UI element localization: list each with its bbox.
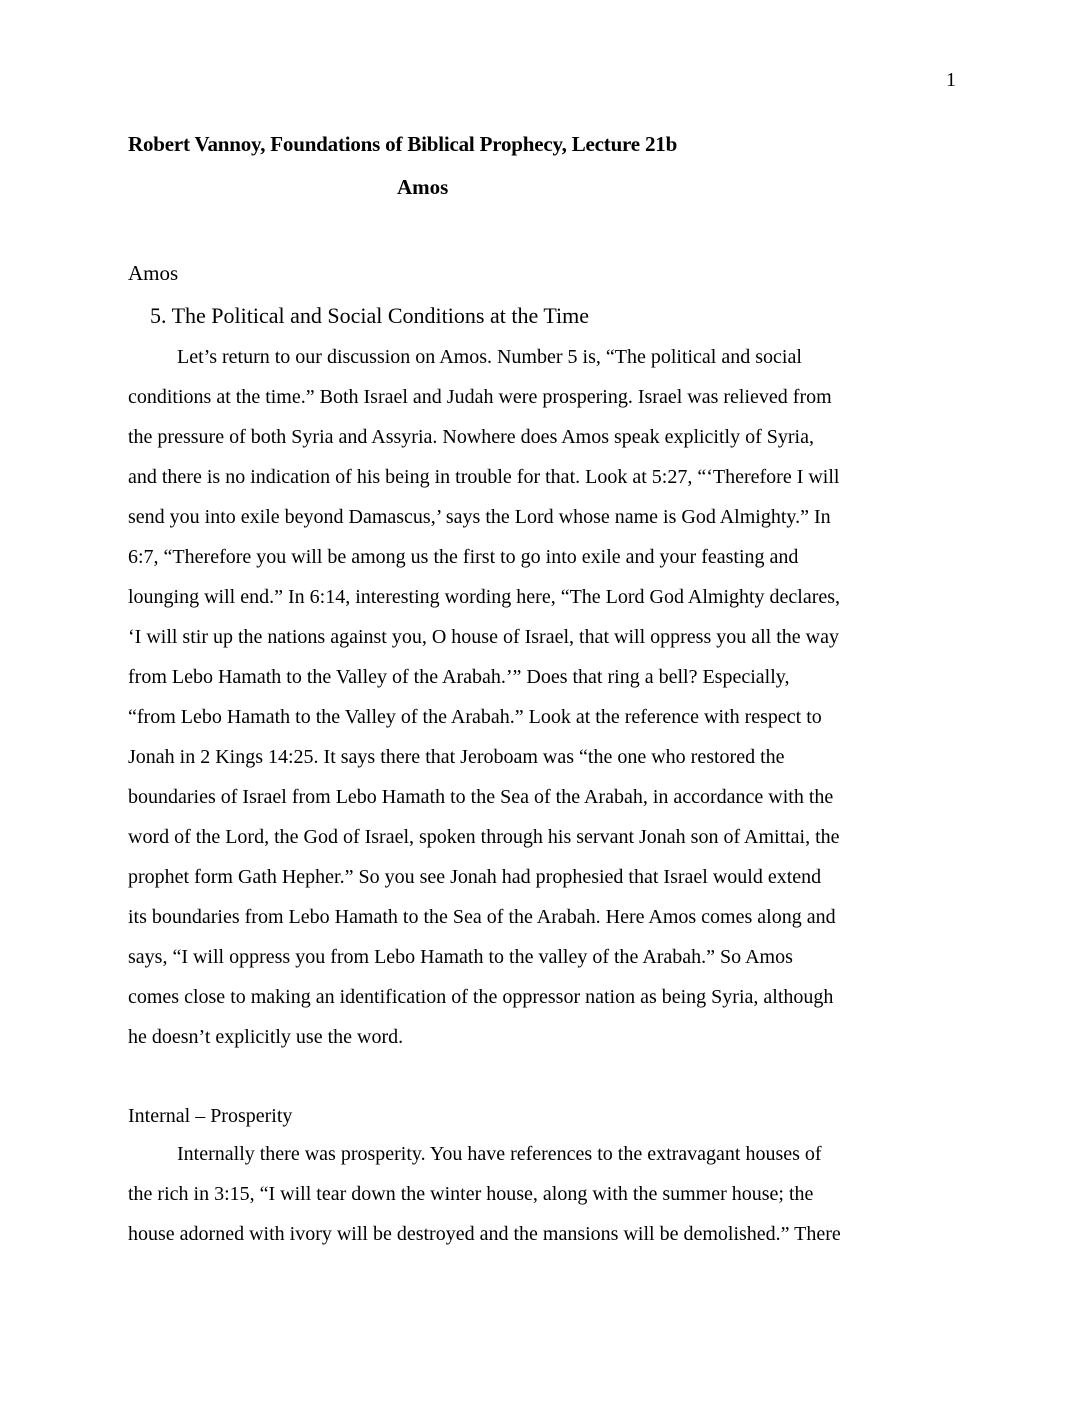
- internal-heading: Internal – Prosperity: [128, 1105, 293, 1127]
- paragraph-line: the pressure of both Syria and Assyria. Nowhere does Amos speak explicitly of Syria,: [128, 426, 814, 448]
- paragraph-line: its boundaries from Lebo Hamath to the Sea of the Arabah. Here Amos comes along and: [128, 906, 836, 928]
- subsection-heading: 5. The Political and Social Conditions at the Time: [150, 303, 589, 328]
- paragraph-line: and there is no indication of his being in trouble for that. Look at 5:27, “‘Therefore I will: [128, 466, 840, 488]
- paragraph-line: lounging will end.” In 6:14, interesting wording here, “The Lord God Almighty declares,: [128, 586, 841, 608]
- document-subtitle: Amos: [397, 175, 449, 199]
- paragraph-line: Jonah in 2 Kings 14:25. It says there that Jeroboam was “the one who restored the: [128, 746, 785, 768]
- paragraph-internal-prosperity: [128, 1134, 968, 1254]
- paragraph-line: conditions at the time.” Both Israel and Judah were prospering. Israel was relieved from: [128, 386, 832, 408]
- paragraph-line: the rich in 3:15, “I will tear down the winter house, along with the summer house; the: [128, 1183, 814, 1205]
- page-number: 1: [946, 69, 956, 91]
- paragraph-line: ‘I will stir up the nations against you, O house of Israel, that will oppress you all the way: [128, 626, 839, 648]
- paragraph-line: prophet form Gath Hepher.” So you see Jonah had prophesied that Israel would extend: [128, 866, 822, 888]
- paragraph-line: says, “I will oppress you from Lebo Hamath to the valley of the Arabah.” So Amos: [128, 946, 793, 968]
- paragraph-line: boundaries of Israel from Lebo Hamath to the Sea of the Arabah, in accordance with the: [128, 786, 834, 808]
- paragraph-line: Internally there was prosperity. You have references to the extravagant houses of: [177, 1143, 822, 1165]
- paragraph-line: comes close to making an identification of the oppressor nation as being Syria, although: [128, 986, 834, 1008]
- paragraph-line: “from Lebo Hamath to the Valley of the Arabah.” Look at the reference with respect to: [128, 706, 822, 728]
- paragraph-line: word of the Lord, the God of Israel, spoken through his servant Jonah son of Amittai, the: [128, 826, 840, 848]
- document-title: Robert Vannoy, Foundations of Biblical Prophecy, Lecture 21b: [128, 132, 678, 156]
- paragraph-line: send you into exile beyond Damascus,’ says the Lord whose name is God Almighty.” In: [128, 506, 831, 528]
- paragraph-line: 6:7, “Therefore you will be among us the first to go into exile and your feasting and: [128, 546, 799, 568]
- paragraph-line: from Lebo Hamath to the Valley of the Arabah.’” Does that ring a bell? Especially,: [128, 666, 790, 688]
- paragraph-political-conditions: [128, 337, 968, 1057]
- paragraph-line: house adorned with ivory will be destroyed and the mansions will be demolished.” There: [128, 1223, 841, 1245]
- paragraph-line: he doesn’t explicitly use the word.: [128, 1026, 404, 1048]
- paragraph-line: Let’s return to our discussion on Amos. Number 5 is, “The political and social: [177, 346, 802, 368]
- section-heading: Amos: [128, 261, 179, 285]
